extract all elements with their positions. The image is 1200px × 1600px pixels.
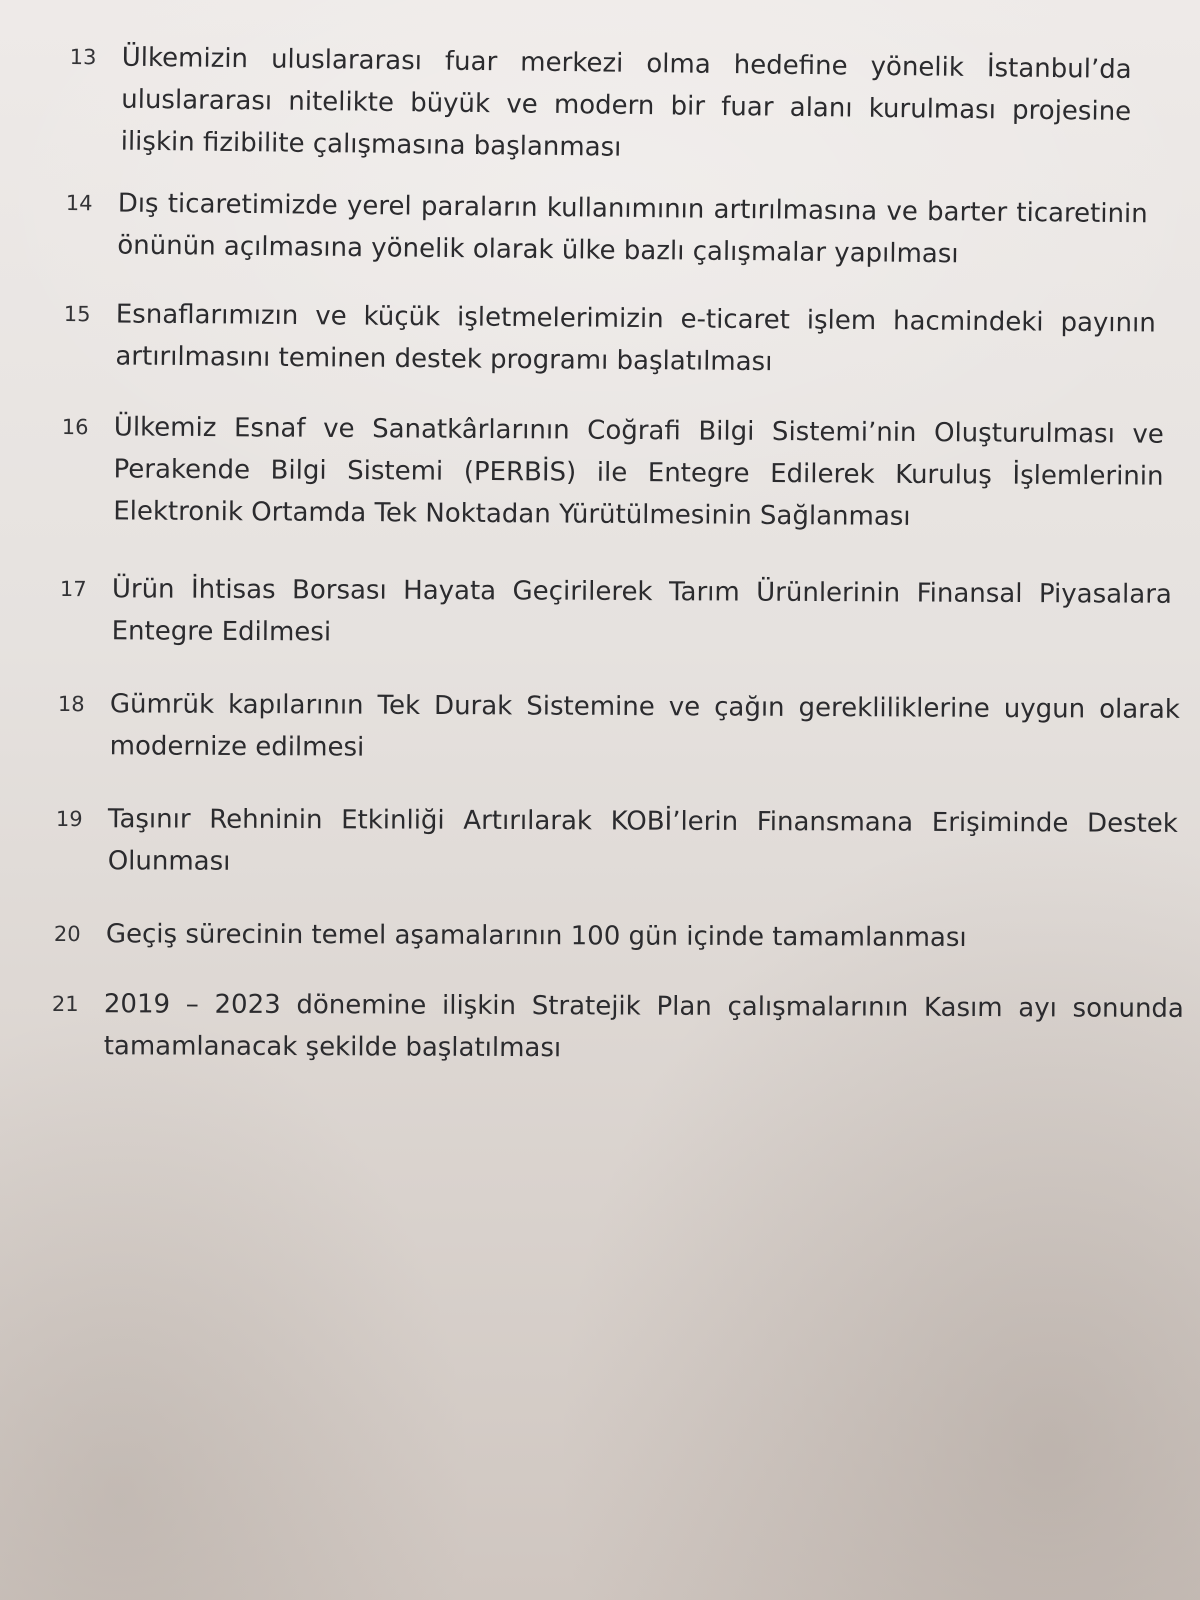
item-number: 19: [55, 806, 83, 832]
item-text: Ülkemizin uluslararası fuar merkezi olma hedefine yönelik İstanbul’da uluslararası nitelikte büyük ve modern bir fuar alanı kurulması projesine ilişkin fizibilite çalışmasına başlanması: [120, 42, 1132, 163]
item-text: Ülkemiz Esnaf ve Sanatkârlarının Coğrafi Bilgi Sistemi’nin Oluşturulması ve Perakende Bilgi Sistemi (PERBİS) ile Entegre Edilerek Kuruluş İşlemlerinin Elektronik Ortamda Tek Noktadan Yürütülmesinin Sağlanması: [113, 412, 1164, 532]
item-number: 14: [65, 190, 93, 216]
item-text: 2019 – 2023 dönemine ilişkin Stratejik Plan çalışmalarının Kasım ayı sonunda tamamlanacak şekilde başlatılması: [103, 989, 1184, 1064]
item-number: 15: [63, 301, 91, 327]
item-number: 13: [69, 44, 97, 70]
item-text: Esnaflarımızın ve küçük işletmelerimizin e-ticaret işlem hacmindeki payının artırılmasını teminen destek programı başlatılması: [115, 299, 1156, 378]
item-number: 16: [61, 414, 89, 440]
item-number: 21: [51, 991, 79, 1017]
item-number: 20: [53, 921, 81, 947]
item-text: Taşınır Rehninin Etkinliği Artırılarak KOBİ’lerin Finansmana Erişiminde Destek Olunması: [107, 804, 1178, 877]
item-text: Geçiş sürecinin temel aşamalarının 100 gün içinde tamamlanması: [105, 919, 967, 953]
item-number: 18: [57, 691, 85, 717]
item-text: Dış ticaretimizde yerel paraların kullanımının artırılmasına ve barter ticaretinin önünün açılmasına yönelik olarak ülke bazlı çalışmalar yapılması: [117, 188, 1148, 270]
item-text: Gümrük kapılarının Tek Durak Sistemine ve çağın gerekliliklerine uygun olarak modernize edilmesi: [109, 689, 1180, 763]
item-text: Ürün İhtisas Borsası Hayata Geçirilerek Tarım Ürünlerinin Finansal Piyasalara Entegre Edilmesi: [111, 574, 1172, 648]
item-number: 17: [59, 576, 87, 602]
